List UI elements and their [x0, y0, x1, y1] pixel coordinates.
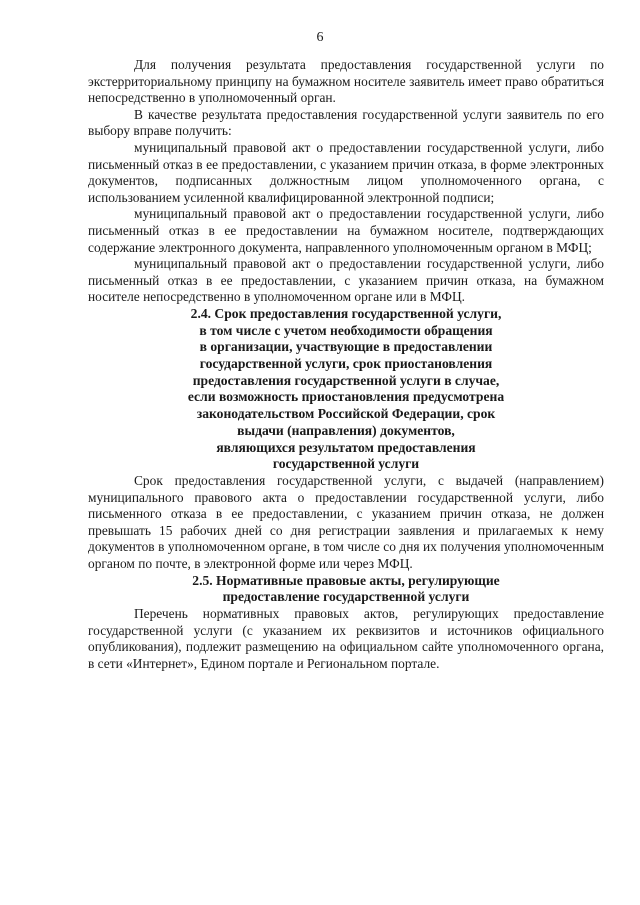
document-body — [88, 57, 604, 672]
section-2-4-title-line: государственной услуги, срок приостановления — [199, 356, 493, 372]
section-2-4-title-line: в том числе с учетом необходимости обращения — [199, 322, 493, 338]
section-2-4-title-line: являющихся результатом предоставления — [216, 439, 476, 455]
section-2-5-title-line: предоставление государственной услуги — [222, 589, 470, 605]
section-2-4-body: Срок предоставления государственной услуги, с выдачей (направлением) муниципального правового акта о предоставлении государственной услуги, либо письменного отказа в ее предоставлении, с указанием причин отказа, не должен превышать 15 рабочих дней со дня регистрации заявления и прилагаемых к нему документов в уполномоченном органе, в том числе со дня их получения уполномоченным органом по почте, в электронной форме или через МФЦ. — [88, 472, 604, 571]
paragraph-option-electronic: муниципальный правовой акт о предоставлении государственной услуги, либо письменный отказ в ее предоставлении, с указанием причин отказа, в форме электронных документов, подписанных должностным лицом уполномоченного органа, с использованием усиленной квалифицированной электронной подписи; — [88, 139, 604, 205]
paragraph-result-choice: В качестве результата предоставления государственной услуги заявитель по его выбору вправе получить: — [88, 106, 604, 139]
section-2-4-title-line: 2.4. Срок предоставления государственной услуги, — [190, 305, 502, 321]
paragraph-option-paper-direct: муниципальный правовой акт о предоставлении государственной услуги, либо письменный отказ в ее предоставлении, с указанием причин отказа, на бумажном носителе непосредственно в уполномоченном органе или в МФЦ. — [88, 256, 604, 305]
section-2-4-title-line: в организации, участвующие в предоставлении — [199, 339, 493, 355]
paragraph-extraterritorial: Для получения результата предоставления государственной услуги по экстерриториальному принципу на бумажном носителе заявитель имеет право обратиться непосредственно в уполномоченный орган. — [88, 57, 604, 106]
section-2-4-title-line: если возможность приостановления предусмотрена — [187, 389, 505, 405]
section-2-5-body: Перечень нормативных правовых актов, регулирующих предоставление государственной услуги (с указанием их реквизитов и источников официального опубликования), подлежит размещению на официальном сайте уполномоченного органа, в сети «Интернет», Едином портале и Региональном портале. — [88, 605, 604, 671]
page-number: 6 — [316, 30, 324, 45]
section-2-4-title-line: законодательством Российской Федерации, срок — [196, 406, 496, 422]
section-2-4-title-line: выдачи (направления) документов, — [237, 422, 455, 438]
section-2-5-heading — [88, 573, 604, 606]
section-2-4-title-line: государственной услуги — [272, 456, 420, 472]
section-2-4-title-line: предоставления государственной услуги в случае, — [192, 372, 500, 388]
section-2-5-title-line: 2.5. Нормативные правовые акты, регулирующие — [192, 572, 500, 588]
section-2-4-heading — [88, 306, 604, 473]
paragraph-option-paper-mfc: муниципальный правовой акт о предоставлении государственной услуги, либо письменный отказ в ее предоставлении на бумажном носителе, подтверждающих содержание электронного документа, направленного уполномоченным органом в МФЦ; — [88, 206, 604, 255]
